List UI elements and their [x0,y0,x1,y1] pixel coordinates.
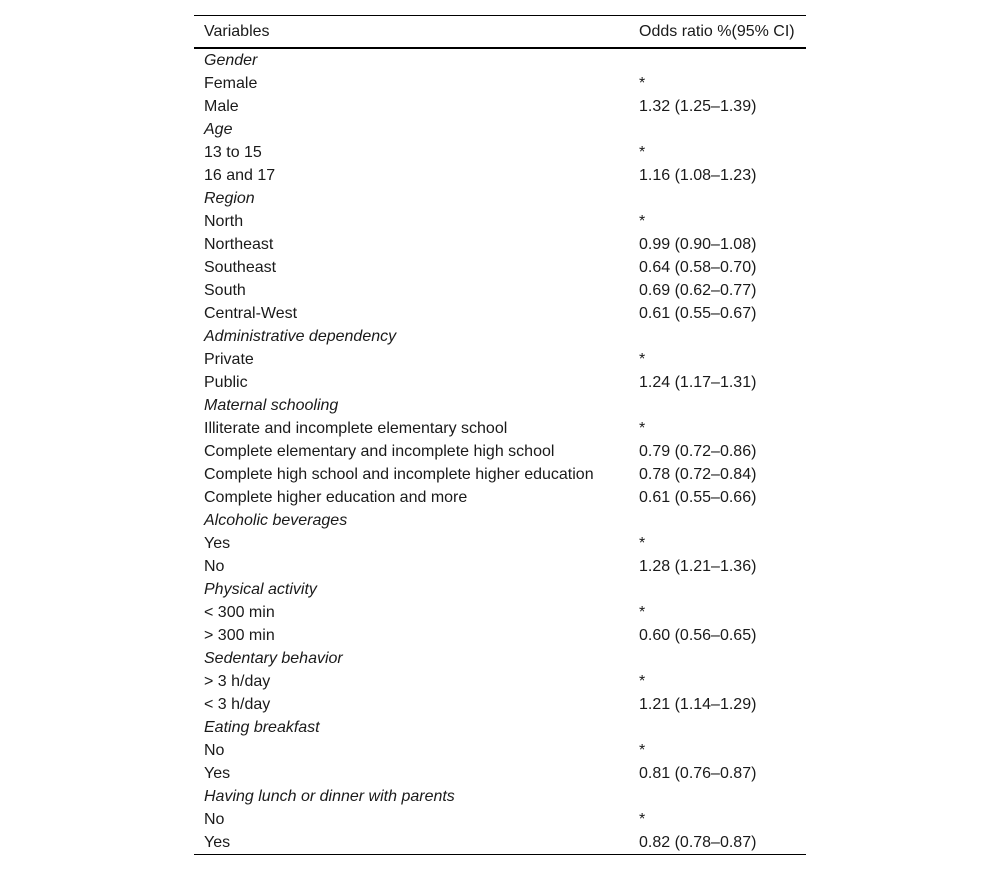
table-group-row [194,187,806,210]
variable-label: Complete higher education and more [204,489,468,506]
odds-ratio-value: * [639,811,646,828]
odds-ratio-value: * [639,144,646,161]
odds-ratio-value: 0.79 (0.72–0.86) [639,443,757,460]
variable-label: Yes [204,765,231,782]
odds-ratio-value [629,716,806,739]
variable-label: Southeast [204,259,277,276]
odds-ratio-value: 0.61 (0.55–0.67) [639,305,757,322]
variable-label: Yes [204,535,231,552]
group-label: Eating breakfast [204,719,320,736]
odds-ratio-value [629,118,806,141]
variable-label: South [204,282,246,299]
odds-ratio-value: * [639,673,646,690]
table-row [194,72,806,95]
table-row [194,440,806,463]
table-row [194,164,806,187]
table-group-row [194,785,806,808]
variable-label: Private [204,351,254,368]
table-row [194,417,806,440]
table-row [194,233,806,256]
table-row [194,302,806,325]
group-label: Physical activity [204,581,317,598]
variable-label: Male [204,98,239,115]
table-row [194,693,806,716]
odds-ratio-value: 0.69 (0.62–0.77) [639,282,757,299]
group-label: Sedentary behavior [204,650,343,667]
table-row [194,555,806,578]
variable-label: 16 and 17 [204,167,276,184]
variable-label: No [204,742,225,759]
variable-label: Female [204,75,258,92]
variable-label: > 3 h/day [204,673,271,690]
odds-ratio-value: * [639,742,646,759]
odds-ratio-value: 0.99 (0.90–1.08) [639,236,757,253]
odds-ratio-value: * [639,213,646,230]
table-row [194,739,806,762]
variable-label: Central-West [204,305,298,322]
variable-label: < 300 min [204,604,275,621]
table-row [194,141,806,164]
group-label: Maternal schooling [204,397,339,414]
odds-ratio-value [629,578,806,601]
table-row [194,624,806,647]
table-group-row [194,118,806,141]
table-row [194,348,806,371]
odds-ratio-value: * [639,351,646,368]
group-label: Having lunch or dinner with parents [204,788,455,805]
odds-ratio-value: 1.28 (1.21–1.36) [639,558,757,575]
table-row [194,279,806,302]
odds-ratio-value: * [639,535,646,552]
odds-ratio-value [629,785,806,808]
odds-ratio-value: 1.24 (1.17–1.31) [639,374,757,391]
odds-ratio-value: * [639,604,646,621]
table-row [194,371,806,394]
odds-ratio-table [194,15,806,855]
odds-ratio-value: 1.21 (1.14–1.29) [639,696,757,713]
table-group-row [194,394,806,417]
odds-ratio-value [629,325,806,348]
table-row [194,762,806,785]
table-row [194,95,806,118]
table-row [194,486,806,509]
variable-label: Complete elementary and incomplete high school [204,443,555,460]
table-body [194,48,806,855]
header-variables: Variables [194,16,629,49]
group-label: Gender [204,52,258,69]
header-odds-ratio: Odds ratio %(95% CI) [629,16,806,49]
variable-label: Northeast [204,236,274,253]
odds-ratio-value: 0.60 (0.56–0.65) [639,627,757,644]
table-row [194,808,806,831]
variable-label: > 300 min [204,627,275,644]
variable-label: No [204,558,225,575]
odds-ratio-value: 1.16 (1.08–1.23) [639,167,757,184]
table-group-row [194,325,806,348]
variable-label: No [204,811,225,828]
odds-ratio-value: 0.82 (0.78–0.87) [629,831,806,855]
odds-ratio-table-container [194,15,806,855]
table-header-row [194,16,806,49]
variable-label: Complete high school and incomplete higher education [204,466,594,483]
variable-label: Illiterate and incomplete elementary school [204,420,508,437]
odds-ratio-value [629,647,806,670]
group-label: Alcoholic beverages [204,512,348,529]
variable-label: 13 to 15 [204,144,262,161]
odds-ratio-value: 1.32 (1.25–1.39) [639,98,757,115]
table-row [194,256,806,279]
odds-ratio-value: 0.78 (0.72–0.84) [639,466,757,483]
variable-label: Yes [194,831,629,855]
table-row [194,670,806,693]
odds-ratio-value [629,394,806,417]
group-label: Age [204,121,233,138]
table-group-row [194,716,806,739]
table-row [194,463,806,486]
table-row [194,210,806,233]
table-group-row [194,509,806,532]
table-group-row [194,647,806,670]
table-row [194,831,806,855]
table-row [194,601,806,624]
odds-ratio-value [629,509,806,532]
table-row [194,532,806,555]
odds-ratio-value [629,187,806,210]
group-label: Administrative dependency [204,328,397,345]
odds-ratio-value: 0.81 (0.76–0.87) [639,765,757,782]
group-label: Region [204,190,255,207]
variable-label: North [204,213,244,230]
odds-ratio-value: * [639,420,646,437]
table-group-row [194,578,806,601]
odds-ratio-value [629,48,806,72]
odds-ratio-value: 0.64 (0.58–0.70) [639,259,757,276]
variable-label: Public [204,374,248,391]
table-group-row [194,48,806,72]
odds-ratio-value: * [639,75,646,92]
odds-ratio-value: 0.61 (0.55–0.66) [639,489,757,506]
variable-label: < 3 h/day [204,696,271,713]
